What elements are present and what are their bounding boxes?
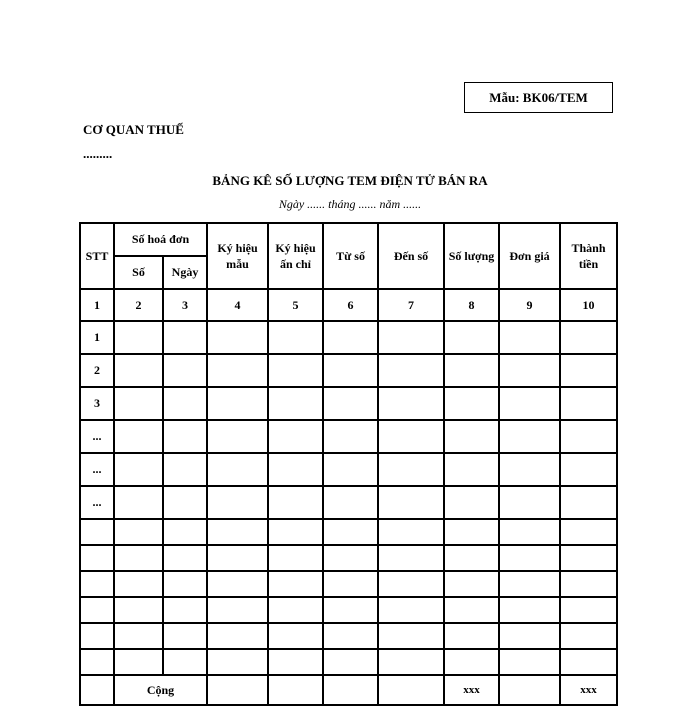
- table-cell: [268, 623, 323, 649]
- date-line: Ngày ...... tháng ...... năm ......: [278, 197, 422, 211]
- table-cell: [444, 597, 499, 623]
- table-cell: [207, 649, 268, 675]
- table-cell: [268, 649, 323, 675]
- column-number: 8: [444, 289, 499, 321]
- table-cell: [444, 545, 499, 571]
- form-code-label: Mẫu: BK06/TEM: [489, 89, 588, 105]
- table-cell: [378, 321, 444, 354]
- table-cell: [378, 545, 444, 571]
- table-cell: [207, 354, 268, 387]
- table-row: [80, 519, 617, 545]
- table-cell: [323, 571, 378, 597]
- table-cell: [378, 519, 444, 545]
- header-stt: STT: [80, 223, 114, 289]
- table-cell: [207, 387, 268, 420]
- table-cell: [378, 571, 444, 597]
- table-cell: [163, 623, 207, 649]
- table-cell: [499, 649, 560, 675]
- table-cell: [560, 387, 617, 420]
- table-cell: [163, 545, 207, 571]
- table-cell: [323, 420, 378, 453]
- table-cell: [378, 420, 444, 453]
- table-cell: [268, 453, 323, 486]
- table-cell: [444, 649, 499, 675]
- table-cell: [560, 571, 617, 597]
- table-cell: [163, 486, 207, 519]
- tax-agency-placeholder: .........: [83, 146, 113, 161]
- table-cell: [444, 387, 499, 420]
- table-cell: [499, 453, 560, 486]
- table-cell: [499, 597, 560, 623]
- table-cell: [323, 321, 378, 354]
- table-cell: [560, 597, 617, 623]
- table-row: [80, 420, 617, 453]
- table-cell: [378, 623, 444, 649]
- table-cell: [268, 420, 323, 453]
- table-cell: [207, 519, 268, 545]
- header-from-no: Từ số: [323, 223, 378, 289]
- table-cell: [163, 321, 207, 354]
- table-cell: [560, 486, 617, 519]
- table-cell: [378, 649, 444, 675]
- table-cell: [163, 571, 207, 597]
- table-cell: [114, 545, 163, 571]
- header-unit-price: Đơn giá: [499, 223, 560, 289]
- table-cell: [323, 545, 378, 571]
- table-cell: [323, 354, 378, 387]
- table-cell: [378, 453, 444, 486]
- table-cell: [268, 571, 323, 597]
- table-cell: [378, 354, 444, 387]
- table-cell: [207, 597, 268, 623]
- table-row: [80, 321, 617, 354]
- table-cell: [268, 387, 323, 420]
- table-cell: [114, 354, 163, 387]
- column-number: 6: [323, 289, 378, 321]
- table-cell: [444, 321, 499, 354]
- table-cell: [323, 649, 378, 675]
- table-row: [80, 545, 617, 571]
- table-cell: [560, 321, 617, 354]
- table-cell: [444, 453, 499, 486]
- table-cell: [323, 486, 378, 519]
- table-row: [80, 597, 617, 623]
- table-cell: [499, 420, 560, 453]
- row-stt: 1: [80, 321, 114, 354]
- table-cell: [114, 571, 163, 597]
- table-row: [80, 354, 617, 387]
- table-cell: [560, 519, 617, 545]
- table-cell: [268, 675, 323, 705]
- table-cell: [163, 354, 207, 387]
- table-cell: [560, 623, 617, 649]
- document-title: BẢNG KÊ SỐ LƯỢNG TEM ĐIỆN TỬ BÁN RA: [212, 173, 488, 188]
- table-cell: [560, 453, 617, 486]
- table-row: [80, 571, 617, 597]
- table-cell: [163, 649, 207, 675]
- table-cell: [207, 545, 268, 571]
- header-invoice-date: Ngày: [163, 256, 207, 289]
- column-number: 5: [268, 289, 323, 321]
- table-row: [80, 486, 617, 519]
- table-cell: [499, 354, 560, 387]
- column-number-row: [80, 289, 617, 321]
- table-cell: [560, 545, 617, 571]
- row-stt: [80, 571, 114, 597]
- table-cell: [163, 597, 207, 623]
- header-invoice-no: Số: [114, 256, 163, 289]
- table-cell: [207, 486, 268, 519]
- table-cell: [207, 623, 268, 649]
- row-stt: [80, 597, 114, 623]
- table-cell: [499, 321, 560, 354]
- row-stt: 2: [80, 354, 114, 387]
- table-cell: [268, 519, 323, 545]
- table-cell: [163, 453, 207, 486]
- total-quantity: xxx: [444, 675, 499, 705]
- column-number: 7: [378, 289, 444, 321]
- table-cell: [114, 597, 163, 623]
- column-number: 10: [560, 289, 617, 321]
- row-stt: ...: [80, 486, 114, 519]
- table-row: [80, 649, 617, 675]
- total-label: Cộng: [114, 675, 207, 705]
- header-template-symbol: Ký hiệu mẫu: [207, 223, 268, 289]
- table-cell: [163, 519, 207, 545]
- total-amount: xxx: [560, 675, 617, 705]
- header-quantity: Số lượng: [444, 223, 499, 289]
- table-cell: [323, 387, 378, 420]
- table-cell: [207, 453, 268, 486]
- column-number: 1: [80, 289, 114, 321]
- tax-agency-label: CƠ QUAN THUẾ: [83, 122, 184, 137]
- table-cell: [207, 571, 268, 597]
- table-cell: [499, 623, 560, 649]
- table-cell: [268, 321, 323, 354]
- table-cell: [323, 597, 378, 623]
- table-cell: [499, 675, 560, 705]
- table-cell: [114, 453, 163, 486]
- table-cell: [114, 321, 163, 354]
- table-cell: [323, 623, 378, 649]
- row-stt: [80, 545, 114, 571]
- column-number: 9: [499, 289, 560, 321]
- header-row-1: [80, 223, 617, 256]
- table-cell: [444, 486, 499, 519]
- table-cell: [114, 387, 163, 420]
- table-cell: [444, 519, 499, 545]
- header-to-no: Đến số: [378, 223, 444, 289]
- table-cell: [268, 545, 323, 571]
- table-cell: [499, 545, 560, 571]
- table-cell: [207, 321, 268, 354]
- stamp-sales-table: [79, 222, 618, 706]
- column-number: 2: [114, 289, 163, 321]
- table-cell: [114, 420, 163, 453]
- header-print-symbol: Ký hiệu ấn chỉ: [268, 223, 323, 289]
- table-cell: [378, 675, 444, 705]
- table-row: [80, 453, 617, 486]
- row-stt: 3: [80, 387, 114, 420]
- table-cell: [114, 623, 163, 649]
- form-code-box: [464, 82, 613, 113]
- table-cell: [378, 597, 444, 623]
- table-cell: [444, 420, 499, 453]
- total-stt: [80, 675, 114, 705]
- table-cell: [378, 486, 444, 519]
- header-amount: Thành tiền: [560, 223, 617, 289]
- table-cell: [560, 420, 617, 453]
- row-stt: [80, 649, 114, 675]
- table-cell: [323, 453, 378, 486]
- total-row: [80, 675, 617, 705]
- table-cell: [323, 519, 378, 545]
- table-cell: [444, 354, 499, 387]
- row-stt: [80, 519, 114, 545]
- table-cell: [499, 486, 560, 519]
- table-cell: [207, 675, 268, 705]
- table-cell: [207, 420, 268, 453]
- table-cell: [114, 486, 163, 519]
- table-cell: [378, 387, 444, 420]
- table-cell: [444, 571, 499, 597]
- table-row: [80, 387, 617, 420]
- table-cell: [114, 649, 163, 675]
- table-cell: [560, 354, 617, 387]
- table-cell: [444, 623, 499, 649]
- column-number: 4: [207, 289, 268, 321]
- table-cell: [499, 571, 560, 597]
- table-cell: [268, 597, 323, 623]
- table-cell: [499, 519, 560, 545]
- table-cell: [268, 354, 323, 387]
- table-cell: [163, 387, 207, 420]
- table-cell: [268, 486, 323, 519]
- table-cell: [323, 675, 378, 705]
- table-cell: [560, 649, 617, 675]
- table-cell: [114, 519, 163, 545]
- row-stt: [80, 623, 114, 649]
- column-number: 3: [163, 289, 207, 321]
- row-stt: ...: [80, 420, 114, 453]
- table-row: [80, 623, 617, 649]
- table-cell: [499, 387, 560, 420]
- header-invoice-group: Số hoá đơn: [114, 223, 207, 256]
- row-stt: ...: [80, 453, 114, 486]
- table-cell: [163, 420, 207, 453]
